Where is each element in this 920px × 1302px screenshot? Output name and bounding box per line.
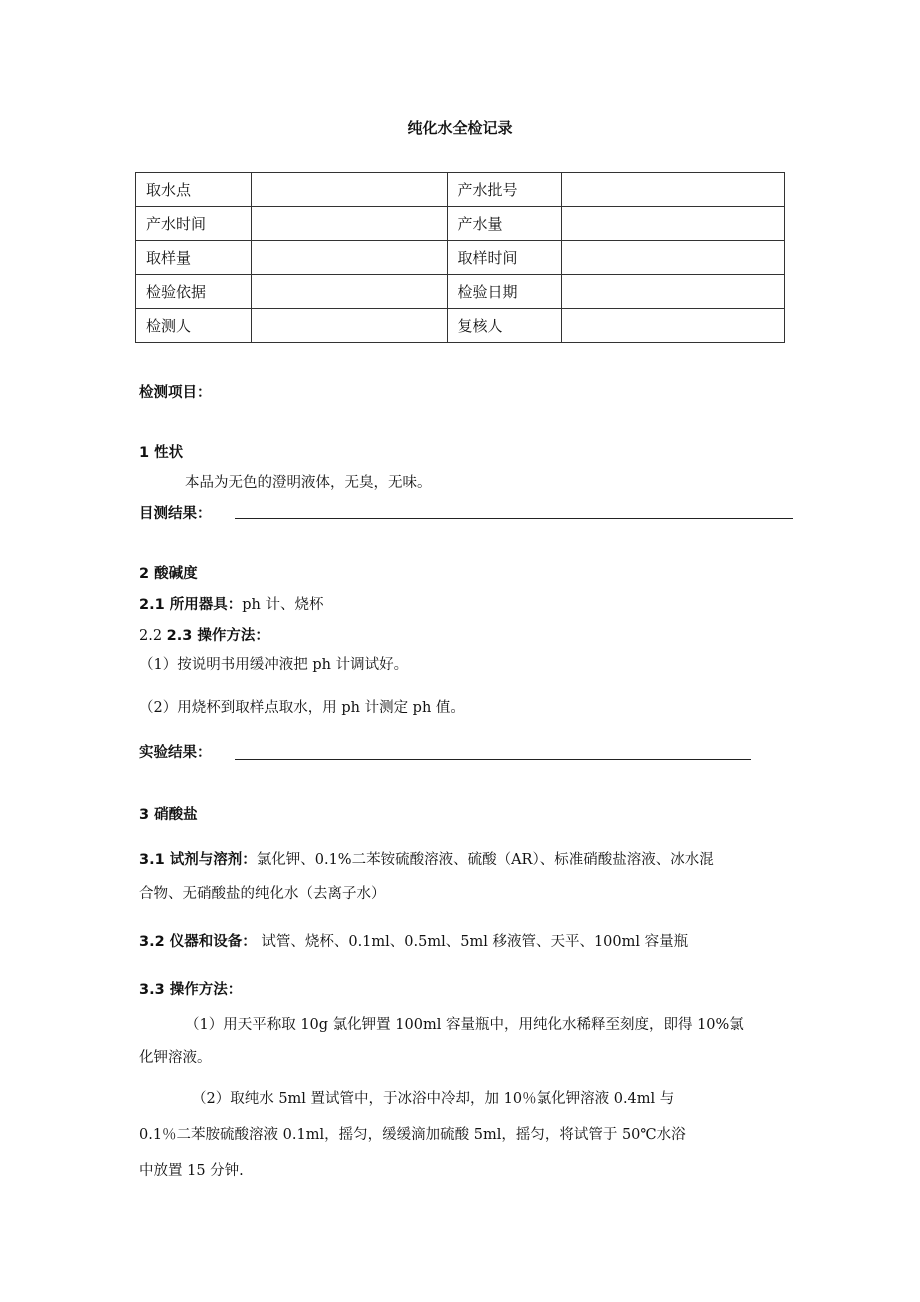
section-3-heading: 3 硝酸盐 [139, 807, 198, 823]
section-2-2 [139, 624, 270, 645]
table-cell-value[interactable] [251, 309, 447, 343]
section-1-text: 本品为无色的澄明液体，无臭，无味。 [185, 475, 432, 491]
section-3-3-para-1a: （1）用天平称取 10g 氯化钾置 100ml 容量瓶中，用纯化水稀释至刻度，即得 10%氯 [185, 1017, 744, 1033]
table-row [136, 275, 785, 309]
table-cell-label: 检验日期 [447, 275, 562, 309]
section-3-1-label: 3.1 试剂与溶剂： [139, 852, 257, 868]
table-cell-label: 取样时间 [447, 241, 562, 275]
table-cell-value[interactable] [251, 275, 447, 309]
experiment-result-blank[interactable] [235, 759, 751, 760]
section-2-1-label: 2.1 所用器具： [139, 597, 243, 613]
table-cell-label: 取水点 [136, 173, 252, 207]
section-2-2-prefix: 2.2 [139, 628, 167, 644]
table-cell-value[interactable] [562, 173, 785, 207]
section-2-1 [139, 593, 323, 614]
table-row [136, 309, 785, 343]
section-3-2-text: 试管、烧杯、0.1ml、0.5ml、5ml 移液管、天平、100ml 容量瓶 [256, 934, 689, 950]
table-cell-label: 复核人 [447, 309, 562, 343]
section-3-3-para-2b: 0.1％二苯胺硫酸溶液 0.1ml，摇匀，缓缓滴加硫酸 5ml，摇匀，将试管于 50℃水浴 [139, 1127, 686, 1143]
section-3-1-cont: 合物、无硝酸盐的纯化水（去离子水） [139, 886, 386, 902]
section-3-3-para-2a: （2）取纯水 5ml 置试管中，于冰浴中冷却，加 10％氯化钾溶液 0.4ml 与 [192, 1091, 675, 1107]
table-cell-label: 检测人 [136, 309, 252, 343]
section-2-heading: 2 酸碱度 [139, 566, 198, 582]
section-3-1 [139, 848, 714, 869]
section-3-3-para-2c: 中放置 15 分钟. [139, 1163, 244, 1179]
section-3-2-label: 3.2 仪器和设备： [139, 934, 257, 950]
section-2-2-label: 2.3 操作方法： [166, 628, 270, 644]
table-cell-value[interactable] [562, 275, 785, 309]
visual-result-label: 目测结果： [139, 506, 212, 522]
table-cell-label: 产水时间 [136, 207, 252, 241]
section-1-heading: 1 性状 [139, 445, 184, 461]
section-2-1-text: ph 计、烧杯 [242, 597, 324, 613]
table-cell-value[interactable] [251, 241, 447, 275]
table-cell-value[interactable] [251, 207, 447, 241]
visual-result-blank[interactable] [235, 518, 793, 519]
section-3-3-label: 3.3 操作方法： [139, 982, 243, 998]
table-cell-value[interactable] [251, 173, 447, 207]
table-cell-label: 产水量 [447, 207, 562, 241]
section-3-2 [139, 930, 688, 951]
section-3-1-text: 氯化钾、0.1%二苯铵硫酸溶液、硫酸（AR）、标准硝酸盐溶液、冰水混 [256, 852, 714, 868]
section-2-step-1: （1）按说明书用缓冲液把 ph 计调试好。 [139, 657, 409, 673]
table-cell-label: 取样量 [136, 241, 252, 275]
section-2-step-2: （2）用烧杯到取样点取水，用 ph 计测定 ph 值。 [139, 700, 465, 716]
table-cell-value[interactable] [562, 207, 785, 241]
table-row [136, 207, 785, 241]
record-table [135, 172, 785, 343]
experiment-result-label: 实验结果： [139, 745, 212, 761]
table-row [136, 173, 785, 207]
section-3-3-para-1b: 化钾溶液。 [139, 1050, 212, 1066]
items-heading: 检测项目： [139, 385, 212, 401]
table-cell-label: 产水批号 [447, 173, 562, 207]
table-cell-value[interactable] [562, 309, 785, 343]
table-row [136, 241, 785, 275]
table-cell-label: 检验依据 [136, 275, 252, 309]
document-title: 纯化水全检记录 [407, 119, 513, 137]
table-cell-value[interactable] [562, 241, 785, 275]
